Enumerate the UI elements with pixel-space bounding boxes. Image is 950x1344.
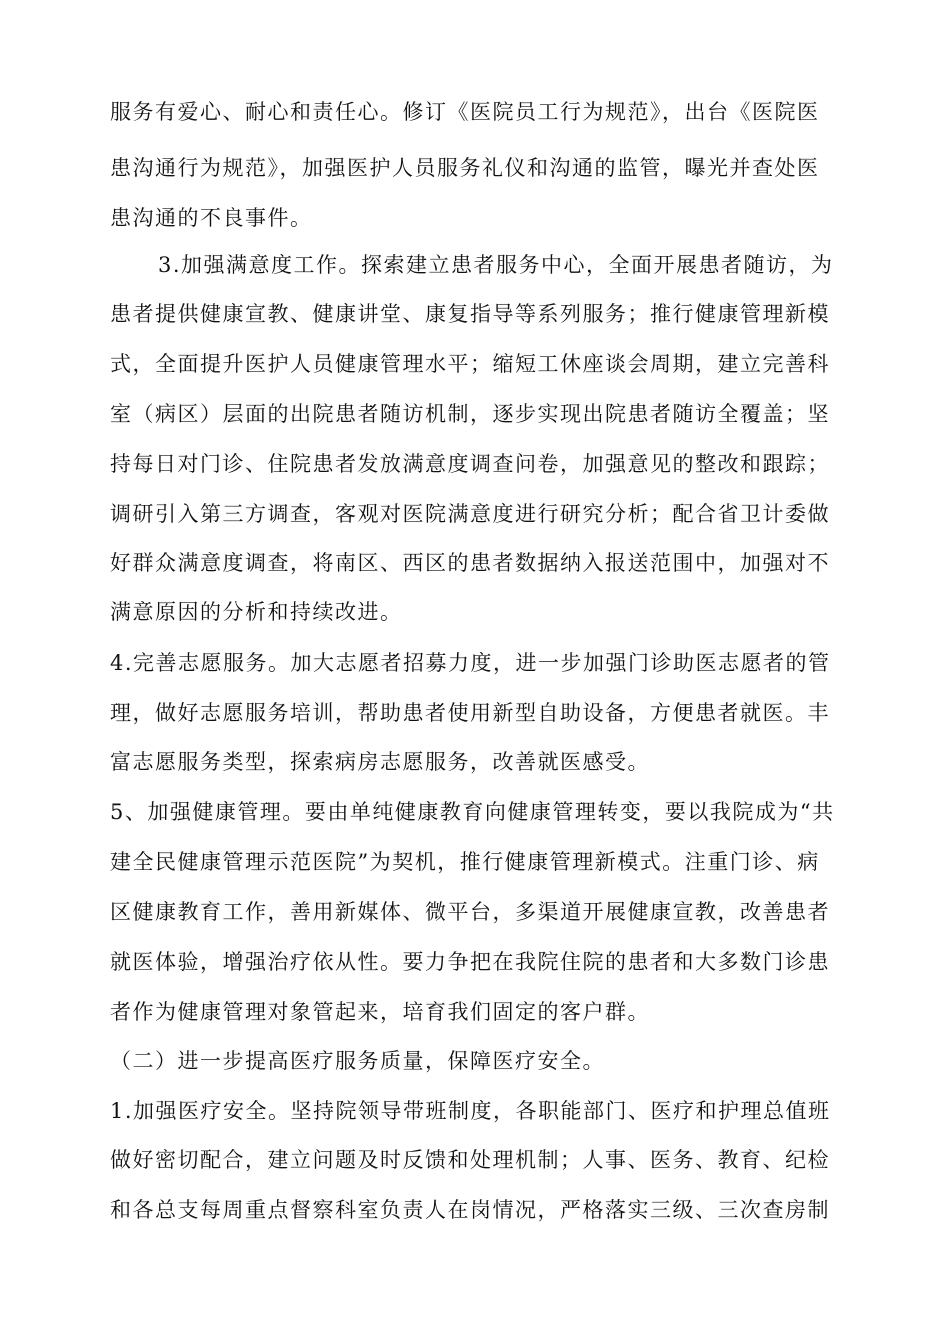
text-line-21: 1.加强医疗安全。坚持院领导带班制度，各职能部门、医疗和护理总值班 [110,1099,831,1123]
text-line-3: 患沟通的不良事件。 [110,206,313,230]
text-line-12: 4.完善志愿服务。加大志愿者招募力度，进一步加强门诊助医志愿者的管 [110,651,831,675]
text-line-19: 者作为健康管理对象管起来，培育我们固定的客户群。 [110,1000,650,1024]
text-line-10: 好群众满意度调查，将南区、西区的患者数据纳入报送范围中，加强对不 [110,551,830,575]
text-line-5: 患者提供健康宣教、健康讲堂、康复指导等系列服务；推行健康管理新模 [110,302,830,326]
text-line-8: 持每日对门诊、住院患者发放满意度调查问卷，加强意见的整改和跟踪； [110,452,830,476]
text-line-15: 5、加强健康管理。要由单纯健康教育向健康管理转变，要以我院成为“共 [110,800,835,824]
text-line-17: 区健康教育工作，善用新媒体、微平台，多渠道开展健康宣教，改善患者 [110,900,830,924]
text-line-9: 调研引入第三方调查，客观对医院满意度进行研究分析；配合省卫计委做 [110,502,830,526]
text-line-2: 患沟通行为规范》，加强医护人员服务礼仪和沟通的监管，曝光并查处医 [110,156,820,180]
text-line-7: 室（病区）层面的出院患者随访机制，逐步实现出院患者随访全覆盖；坚 [110,402,830,426]
text-line-14: 富志愿服务类型，探索病房志愿服务，改善就医感受。 [110,750,650,774]
text-line-16: 建全民健康管理示范医院”为契机，推行健康管理新模式。注重门诊、病 [110,850,820,874]
text-line-6: 式，全面提升医护人员健康管理水平；缩短工休座谈会周期，建立完善科 [110,352,830,376]
text-line-18: 就医体验，增强治疗依从性。要力争把在我院住院的患者和大多数门诊患 [110,950,830,974]
text-line-11: 满意原因的分析和持续改进。 [110,600,403,624]
text-line-13: 理，做好志愿服务培训，帮助患者使用新型自助设备，方便患者就医。丰 [110,701,830,725]
text-line-1: 服务有爱心、耐心和责任心。修订《医院员工行为规范》，出台《医院医 [110,100,820,124]
text-line-20: （二）进一步提高医疗服务质量，保障医疗安全。 [110,1049,605,1073]
text-line-23: 和各总支每周重点督察科室负责人在岗情况，严格落实三级、三次查房制 [110,1198,830,1222]
text-line-4: 3.加强满意度工作。探索建立患者服务中心，全面开展患者随访，为 [158,253,834,277]
text-line-22: 做好密切配合，建立问题及时反馈和处理机制；人事、医务、教育、纪检 [110,1148,830,1172]
